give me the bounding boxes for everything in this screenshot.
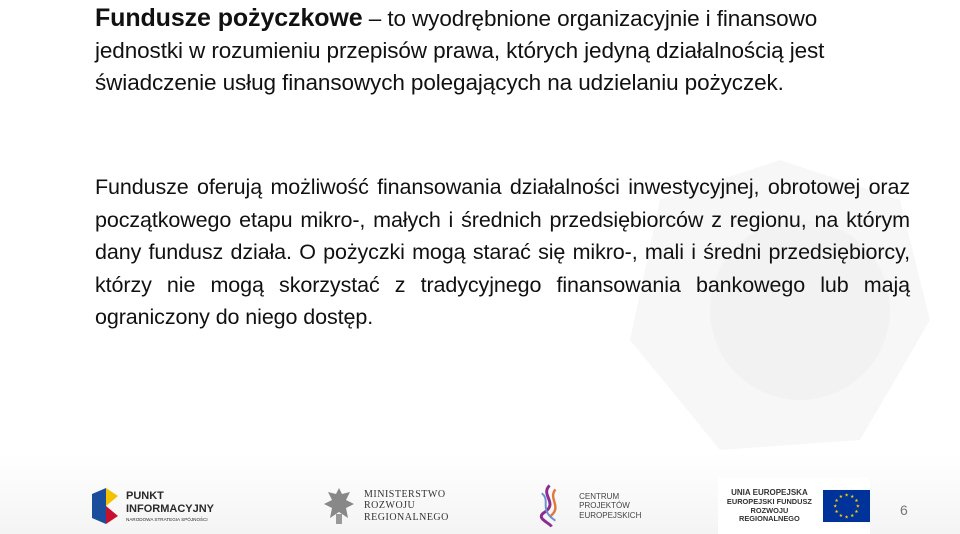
svg-text:★: ★ [844,493,849,499]
intro-paragraph [95,2,910,99]
eu-flag-icon [823,489,870,523]
intro-dash: – [362,6,388,31]
logo1-sub: NARODOWA STRATEGIA SPÓJNOŚCI [126,516,208,522]
cpe-swirl-icon [530,483,569,529]
ministerstwo-logo [322,478,472,534]
svg-text:★: ★ [855,504,860,510]
logo4-line3: ROZWOJU REGIONALNEGO [739,505,800,524]
svg-text:★: ★ [849,513,855,519]
svg-text:★: ★ [834,510,839,516]
logo3-line2: EUROPEJSKICH [579,510,642,520]
body-paragraph: Fundusze oferują możliwość finansowania działalności inwestycyjnej, obrotowej oraz początkowego etapu mikro-, małych i średnich przedsiębiorców z regionu, na którym dany fundusz działa. O pożyczki mogą starać się mikro-, mali i średni przedsiębiorcy, którzy nie mogą skorzystać z tradycyjnego finansowania bankowego lub mają ograniczony do niego dostęp. [95,175,910,329]
punkt-informacyjny-emblem-icon [90,486,120,526]
logo1-line2: INFORMACYJNY [126,502,215,515]
logo2-line2: ROZWOJU [364,500,416,512]
eu-logo [718,478,870,534]
svg-text:★: ★ [833,504,838,510]
slide-content [95,0,910,334]
page-number: 6 [900,502,908,518]
punkt-informacyjny-logo [90,478,240,534]
logo4-line1: UNIA EUROPEJSKA [731,488,808,498]
svg-text:★: ★ [834,498,839,504]
eagle-crest-icon [322,484,356,528]
cpe-logo [530,478,670,534]
svg-text:★: ★ [844,515,849,521]
logo2-line3: REGIONALNEGO [364,511,449,523]
logo4-line2: EUROPEJSKI FUNDUSZ [726,496,812,506]
intro-term: Fundusze pożyczkowe [95,4,363,32]
svg-text:★: ★ [849,494,855,500]
svg-text:★: ★ [854,510,859,516]
svg-text:★: ★ [854,498,859,504]
logo2-line1: MINISTERSTWO [364,488,446,500]
svg-text:★: ★ [838,494,843,500]
logo1-line1: PUNKT [126,490,164,503]
svg-text:★: ★ [838,513,843,519]
intro-definition: to wyodrębnione organizacyjnie i finansowo jednostki w rozumieniu przepisów prawa, których jedyną działalnością jest świadczenie usług finansowych polegających na udzielaniu pożyczek. [95,6,825,95]
logo3-line1: CENTRUM PROJEKTÓW [579,492,630,511]
